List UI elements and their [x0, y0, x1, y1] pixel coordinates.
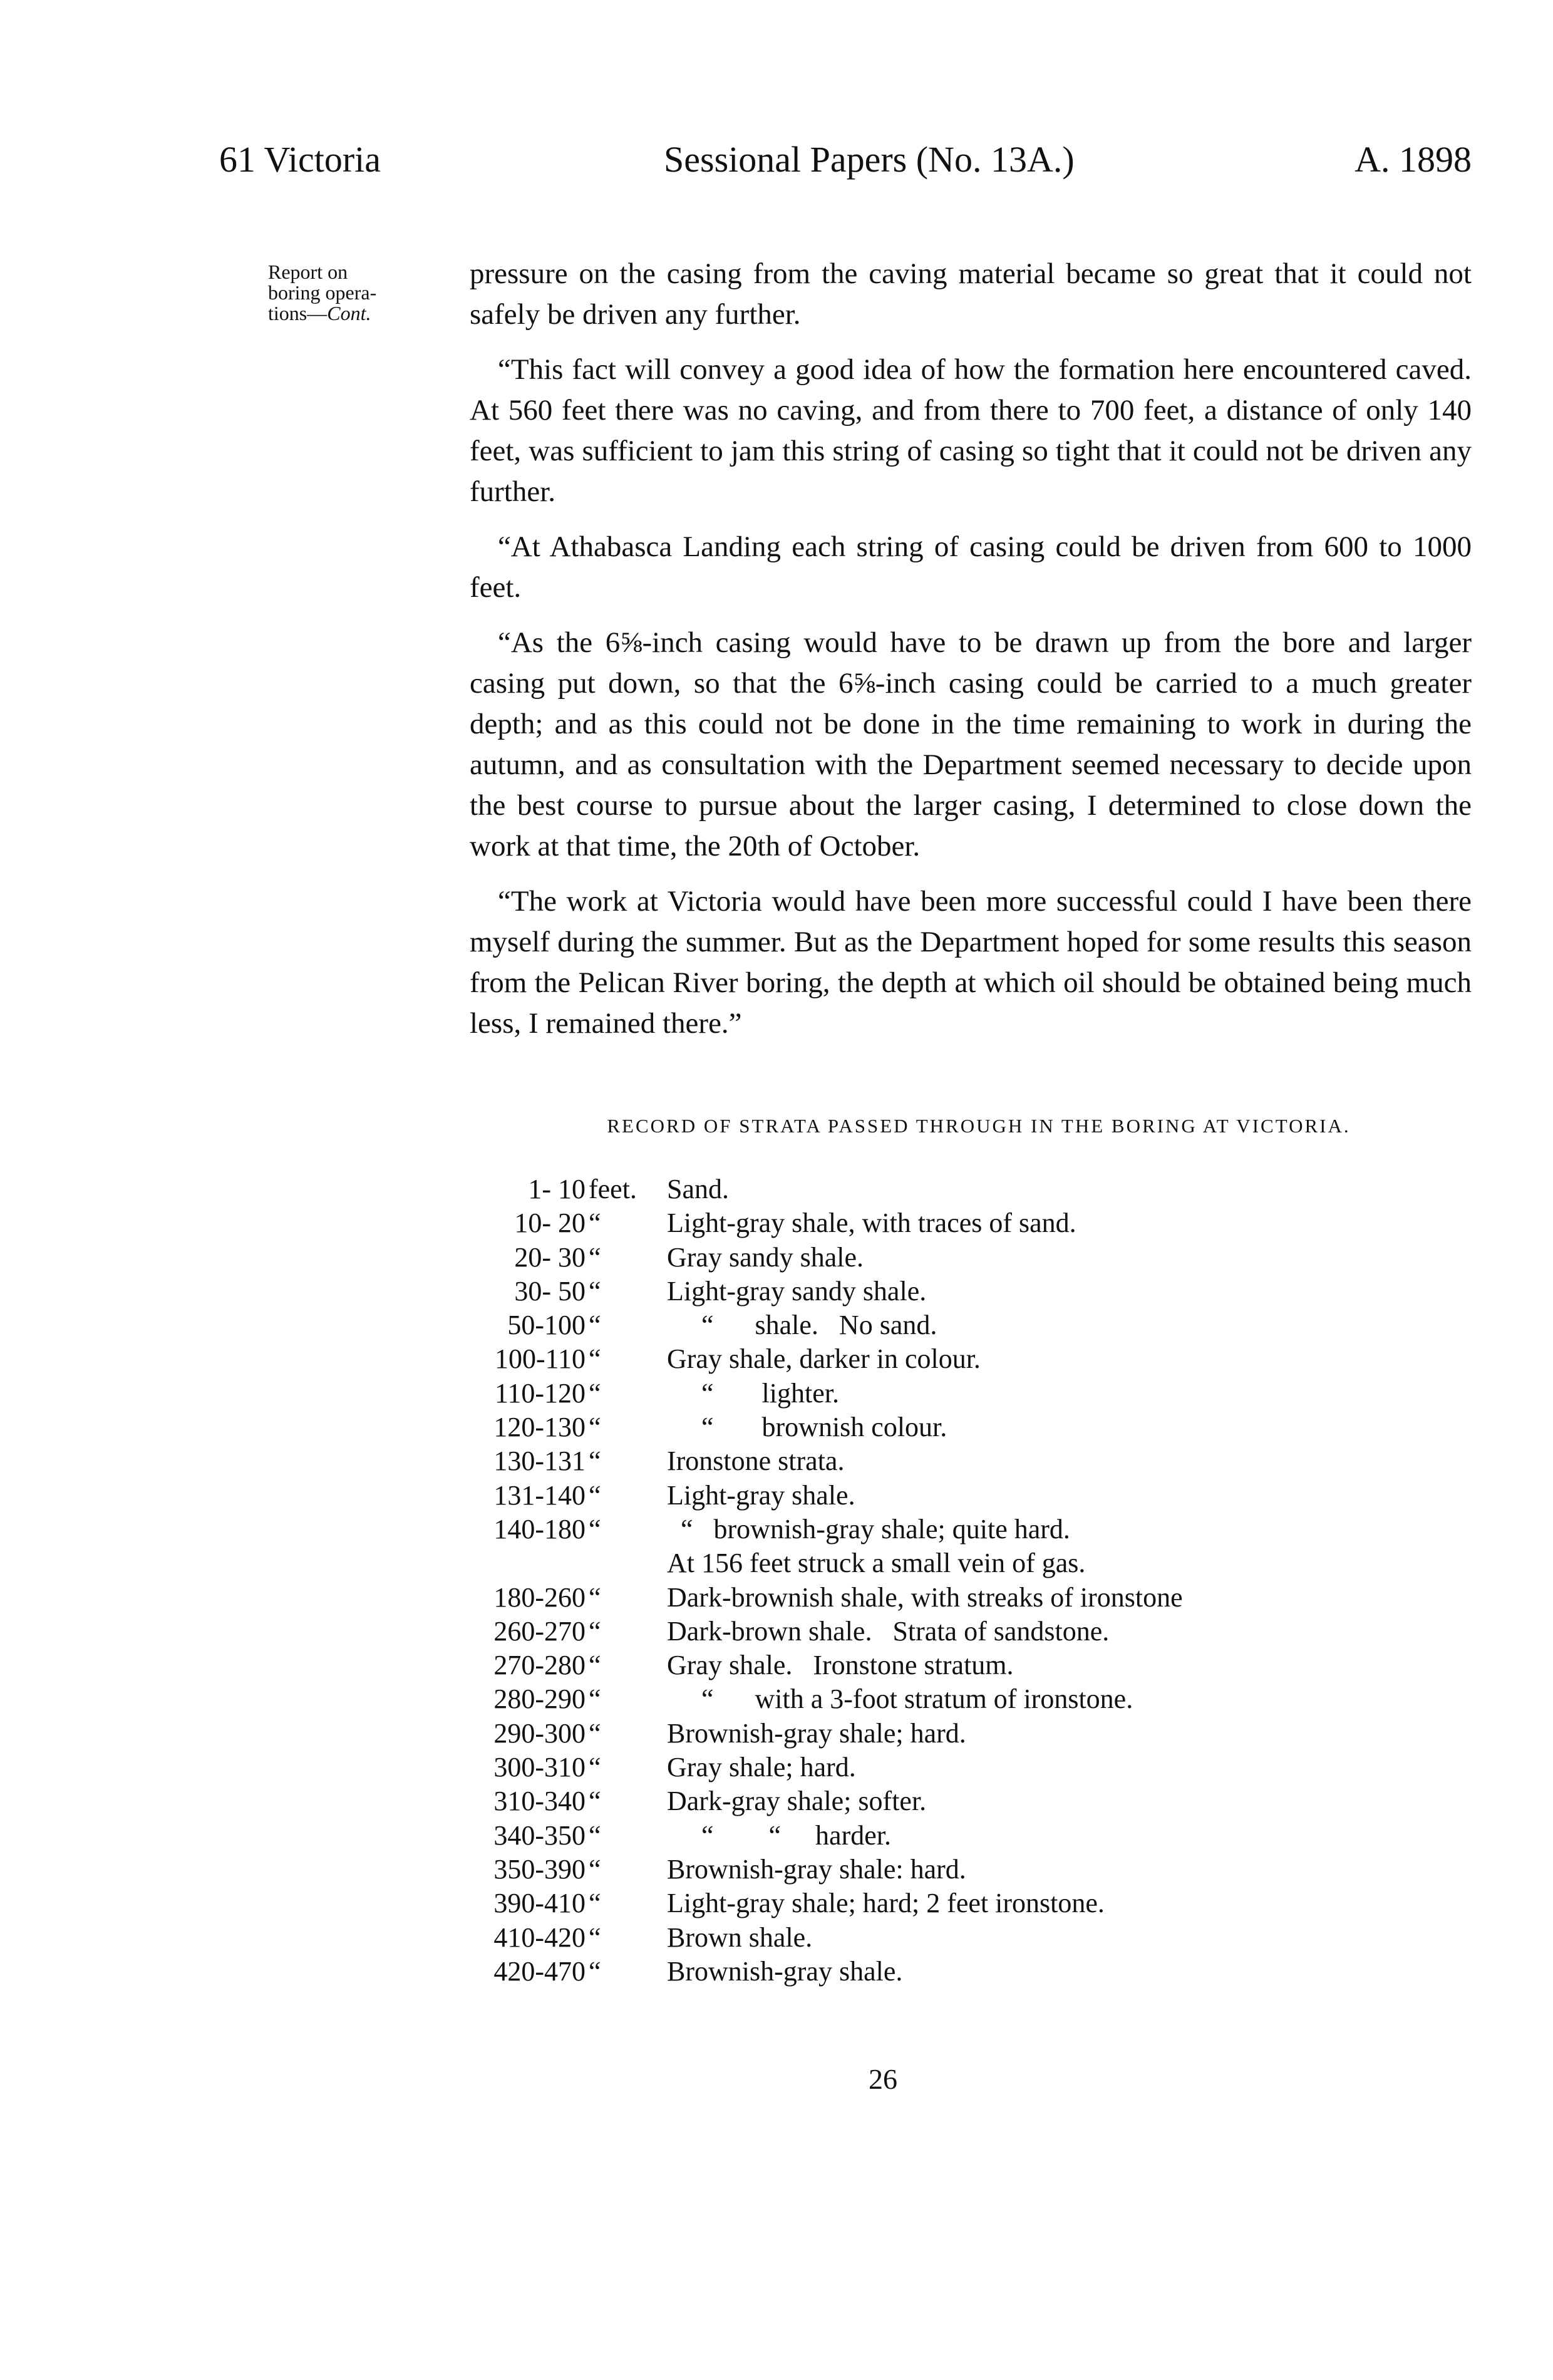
strata-row — [463, 1206, 1465, 1240]
strata-unit: “ — [589, 1650, 601, 1681]
strata-unit: “ — [589, 1412, 601, 1443]
strata-description: Brownish-gray shale. — [667, 1955, 903, 1987]
margin-note-prefix: tions— — [268, 302, 328, 324]
strata-row — [463, 1410, 1465, 1444]
strata-record-title: RECORD OF STRATA PASSED THROUGH IN THE BORING AT VICTORIA. — [607, 1115, 1351, 1137]
strata-row — [463, 1241, 1465, 1275]
strata-row — [463, 1546, 1465, 1580]
body-text — [470, 254, 1472, 1058]
strata-unit: “ — [589, 1581, 601, 1613]
strata-row — [463, 1479, 1465, 1513]
strata-depth: 420-470 — [493, 1955, 586, 1987]
strata-unit: “ — [589, 1343, 601, 1375]
strata-unit: “ — [589, 1786, 601, 1817]
strata-depth: 10- 20 — [514, 1208, 586, 1239]
strata-depth: 50-100 — [507, 1310, 586, 1341]
strata-row — [463, 1784, 1465, 1818]
strata-description: “ brownish-gray shale; quite hard. — [667, 1513, 1070, 1544]
strata-unit: “ — [589, 1752, 601, 1783]
strata-row — [463, 1819, 1465, 1853]
strata-description: Light-gray sandy shale. — [667, 1275, 927, 1306]
strata-description: “ “ harder. — [667, 1819, 891, 1851]
strata-unit: “ — [589, 1888, 601, 1919]
strata-depth: 30- 50 — [514, 1275, 586, 1306]
paragraph: “The work at Victoria would have been more successful could I have been there myself during the summer. But as the Department hoped for some results this season from the Pelican River boring, the depth at which oil should be obtained being much less, I remained there.” — [470, 885, 1472, 1040]
strata-unit: feet. — [589, 1174, 637, 1204]
strata-depth: 100-110 — [494, 1343, 586, 1375]
strata-depth: 110-120 — [494, 1377, 586, 1409]
paragraph: “At Athabasca Landing each string of casing could be driven from 600 to 1000 feet. — [470, 530, 1472, 604]
strata-row — [463, 1581, 1465, 1615]
strata-unit: “ — [589, 1241, 601, 1273]
strata-depth: 130-131 — [493, 1446, 586, 1477]
strata-row — [463, 1751, 1465, 1784]
strata-row — [463, 1955, 1465, 1989]
strata-depth: 350-390 — [493, 1853, 586, 1885]
strata-row — [463, 1615, 1465, 1648]
margin-note-cont: Cont. — [327, 302, 371, 324]
strata-row — [463, 1853, 1465, 1886]
strata-depth: 410-420 — [493, 1922, 586, 1953]
strata-unit: “ — [589, 1377, 601, 1409]
strata-description: Sand. — [667, 1174, 729, 1204]
strata-depth: 310-340 — [493, 1786, 586, 1817]
strata-row — [463, 1444, 1465, 1478]
strata-row — [463, 1275, 1465, 1308]
strata-depth: 120-130 — [493, 1412, 586, 1443]
strata-unit: “ — [589, 1717, 601, 1749]
strata-row — [463, 1342, 1465, 1376]
strata-row — [463, 1513, 1465, 1546]
strata-unit: “ — [589, 1310, 601, 1341]
strata-description: Gray shale. Ironstone stratum. — [667, 1650, 1014, 1681]
strata-description: Brown shale. — [667, 1922, 813, 1953]
strata-depth: 180-260 — [493, 1581, 586, 1613]
paragraph: “This fact will convey a good idea of how the formation here encountered caved. At 560 feet there was no caving, and from there to 700 feet, a distance of only 140 feet, was sufficient to jam this string of casing so tight that it could not be driven any further. — [470, 353, 1472, 508]
strata-depth: 390-410 — [493, 1888, 586, 1919]
strata-depth: 140-180 — [493, 1513, 586, 1544]
page-number: 26 — [869, 2063, 897, 2095]
strata-description: Light-gray shale, with traces of sand. — [667, 1208, 1076, 1239]
strata-description: Dark-brown shale. Strata of sandstone. — [667, 1615, 1110, 1647]
strata-depth: 260-270 — [493, 1615, 586, 1647]
strata-depth: 1- 10 — [528, 1174, 586, 1204]
strata-description: Light-gray shale; hard; 2 feet ironstone. — [667, 1888, 1105, 1919]
strata-unit: “ — [589, 1513, 601, 1544]
strata-description: Dark-gray shale; softer. — [667, 1786, 927, 1817]
header-year: A. 1898 — [1354, 139, 1472, 180]
margin-note-line: boring opera- — [268, 281, 377, 304]
strata-description: “ brownish colour. — [667, 1412, 947, 1443]
strata-description: At 156 feet struck a small vein of gas. — [667, 1548, 1086, 1579]
strata-unit: “ — [589, 1819, 601, 1851]
strata-unit: “ — [589, 1955, 601, 1987]
strata-row — [463, 1648, 1465, 1682]
strata-description: Light-gray shale. — [667, 1479, 855, 1511]
page-header — [219, 128, 1472, 191]
strata-depth: 290-300 — [493, 1717, 586, 1749]
strata-description: Gray shale; hard. — [667, 1752, 856, 1783]
strata-unit: “ — [589, 1208, 601, 1239]
margin-note-line — [268, 303, 443, 324]
header-session: 61 Victoria — [219, 139, 381, 180]
strata-description: Ironstone strata. — [667, 1446, 845, 1477]
strata-depth: 300-310 — [493, 1752, 586, 1783]
strata-unit: “ — [589, 1853, 601, 1885]
strata-description: Brownish-gray shale: hard. — [667, 1853, 966, 1885]
strata-depth: 20- 30 — [514, 1241, 586, 1273]
strata-description: “ with a 3-foot stratum of ironstone. — [667, 1684, 1133, 1715]
strata-depth: 340-350 — [493, 1819, 586, 1851]
strata-description: “ shale. No sand. — [667, 1310, 937, 1341]
margin-note — [268, 262, 443, 324]
margin-note-line: Report on — [268, 261, 348, 283]
strata-description: Brownish-gray shale; hard. — [667, 1717, 966, 1749]
strata-table — [463, 1172, 1465, 1989]
strata-row — [463, 1717, 1465, 1751]
strata-description: Gray sandy shale. — [667, 1241, 864, 1273]
strata-unit: “ — [589, 1615, 601, 1647]
strata-unit: “ — [589, 1275, 601, 1306]
strata-depth: 270-280 — [493, 1650, 586, 1681]
strata-row — [463, 1377, 1465, 1410]
paragraph: “As the 6⅝-inch casing would have to be drawn up from the bore and larger casing put down, so that the 6⅝-inch casing could be carried to a much greater depth; and as this could not be done in the time remaining to work in during the autumn, and as consultation with the Department seemed necessary to decide upon the best course to pursue about the larger casing, I determined to close down the work at that time, the 20th of October. — [470, 626, 1472, 862]
strata-description: Gray shale, darker in colour. — [667, 1343, 981, 1375]
strata-row — [463, 1308, 1465, 1342]
strata-row — [463, 1682, 1465, 1716]
strata-row — [463, 1172, 1465, 1206]
header-title: Sessional Papers (No. 13A.) — [664, 139, 1075, 180]
paragraph: pressure on the casing from the caving material became so great that it could not safely be driven any further. — [470, 257, 1472, 331]
strata-description: “ lighter. — [667, 1377, 839, 1409]
strata-depth: 280-290 — [493, 1684, 586, 1715]
strata-description: Dark-brownish shale, with streaks of ironstone — [667, 1581, 1183, 1613]
strata-row — [463, 1886, 1465, 1920]
strata-row — [463, 1921, 1465, 1955]
strata-unit: “ — [589, 1479, 601, 1511]
strata-unit: “ — [589, 1922, 601, 1953]
strata-depth: 131-140 — [493, 1479, 586, 1511]
strata-unit: “ — [589, 1446, 601, 1477]
strata-unit: “ — [589, 1684, 601, 1715]
